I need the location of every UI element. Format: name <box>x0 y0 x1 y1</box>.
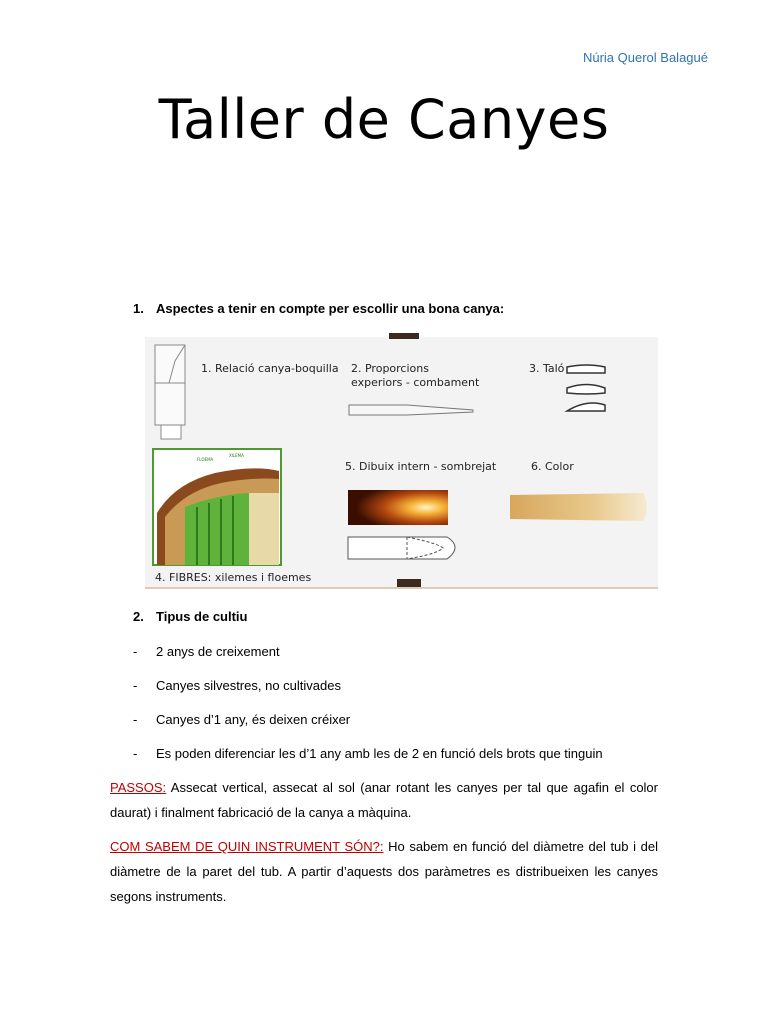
mouthpiece-drawing <box>155 345 185 439</box>
instrument-paragraph <box>110 834 658 909</box>
author-name: Núria Querol Balagué <box>582 50 708 65</box>
list-item: - Canyes silvestres, no cultivades <box>133 678 341 693</box>
figure-bottom-tab <box>397 579 421 587</box>
figure-label-6: 6. Color <box>531 460 574 473</box>
page-title: Taller de Canyes <box>158 88 610 151</box>
figure-label-2a: 2. Proporcions <box>351 362 429 375</box>
reed-outline-drawing <box>348 537 455 559</box>
instrument-label: COM SABEM DE QUIN INSTRUMENT SÓN?: <box>110 839 384 854</box>
figure-label-4: 4. FIBRES: xilemes i floemes <box>155 571 312 584</box>
reed-color-sample <box>510 493 647 521</box>
section-2-heading <box>133 609 248 624</box>
passos-text: Assecat vertical, assecat al sol (anar rotant les canyes per tal que agafin el color daurat) i finalment fabricació de la canya a màquina. <box>110 780 658 820</box>
figure-inset-label-b: XILEMA <box>229 453 244 458</box>
instrument-text: Ho sabem en funció del diàmetre del tub i del diàmetre de la paret del tub. A partir d’aquests dos paràmetres es distribueixen les canyes segons instruments. <box>110 839 658 904</box>
section-1-number: 1. <box>133 301 144 316</box>
fibres-cross-section <box>153 449 281 565</box>
figure-label-1: 1. Relació canya-boquilla <box>201 362 339 375</box>
figure-label-3: 3. Taló <box>529 362 565 375</box>
passos-paragraph <box>110 775 658 825</box>
list-item: - Es poden diferenciar les d’1 any amb les de 2 en funció dels brots que tinguin <box>133 746 603 761</box>
section-1-heading <box>133 301 504 316</box>
figure-inset-label-a: FLOEMA <box>197 457 214 462</box>
shading-photo <box>348 490 448 525</box>
section-1-title: Aspectes a tenir en compte per escollir una bona canya: <box>156 301 505 316</box>
list-item: - Canyes d’1 any, és deixen créixer <box>133 712 351 727</box>
figure-label-5: 5. Dibuix intern - sombrejat <box>345 460 497 473</box>
section-2-title: Tipus de cultiu <box>156 609 248 624</box>
figure-top-tab <box>389 333 419 339</box>
reed-aspects-figure <box>145 333 658 593</box>
section-2-number: 2. <box>133 609 144 624</box>
figure-label-2b: experiors - combament <box>351 376 480 389</box>
passos-label: PASSOS: <box>110 780 167 795</box>
list-item: - 2 anys de creixement <box>133 644 280 659</box>
